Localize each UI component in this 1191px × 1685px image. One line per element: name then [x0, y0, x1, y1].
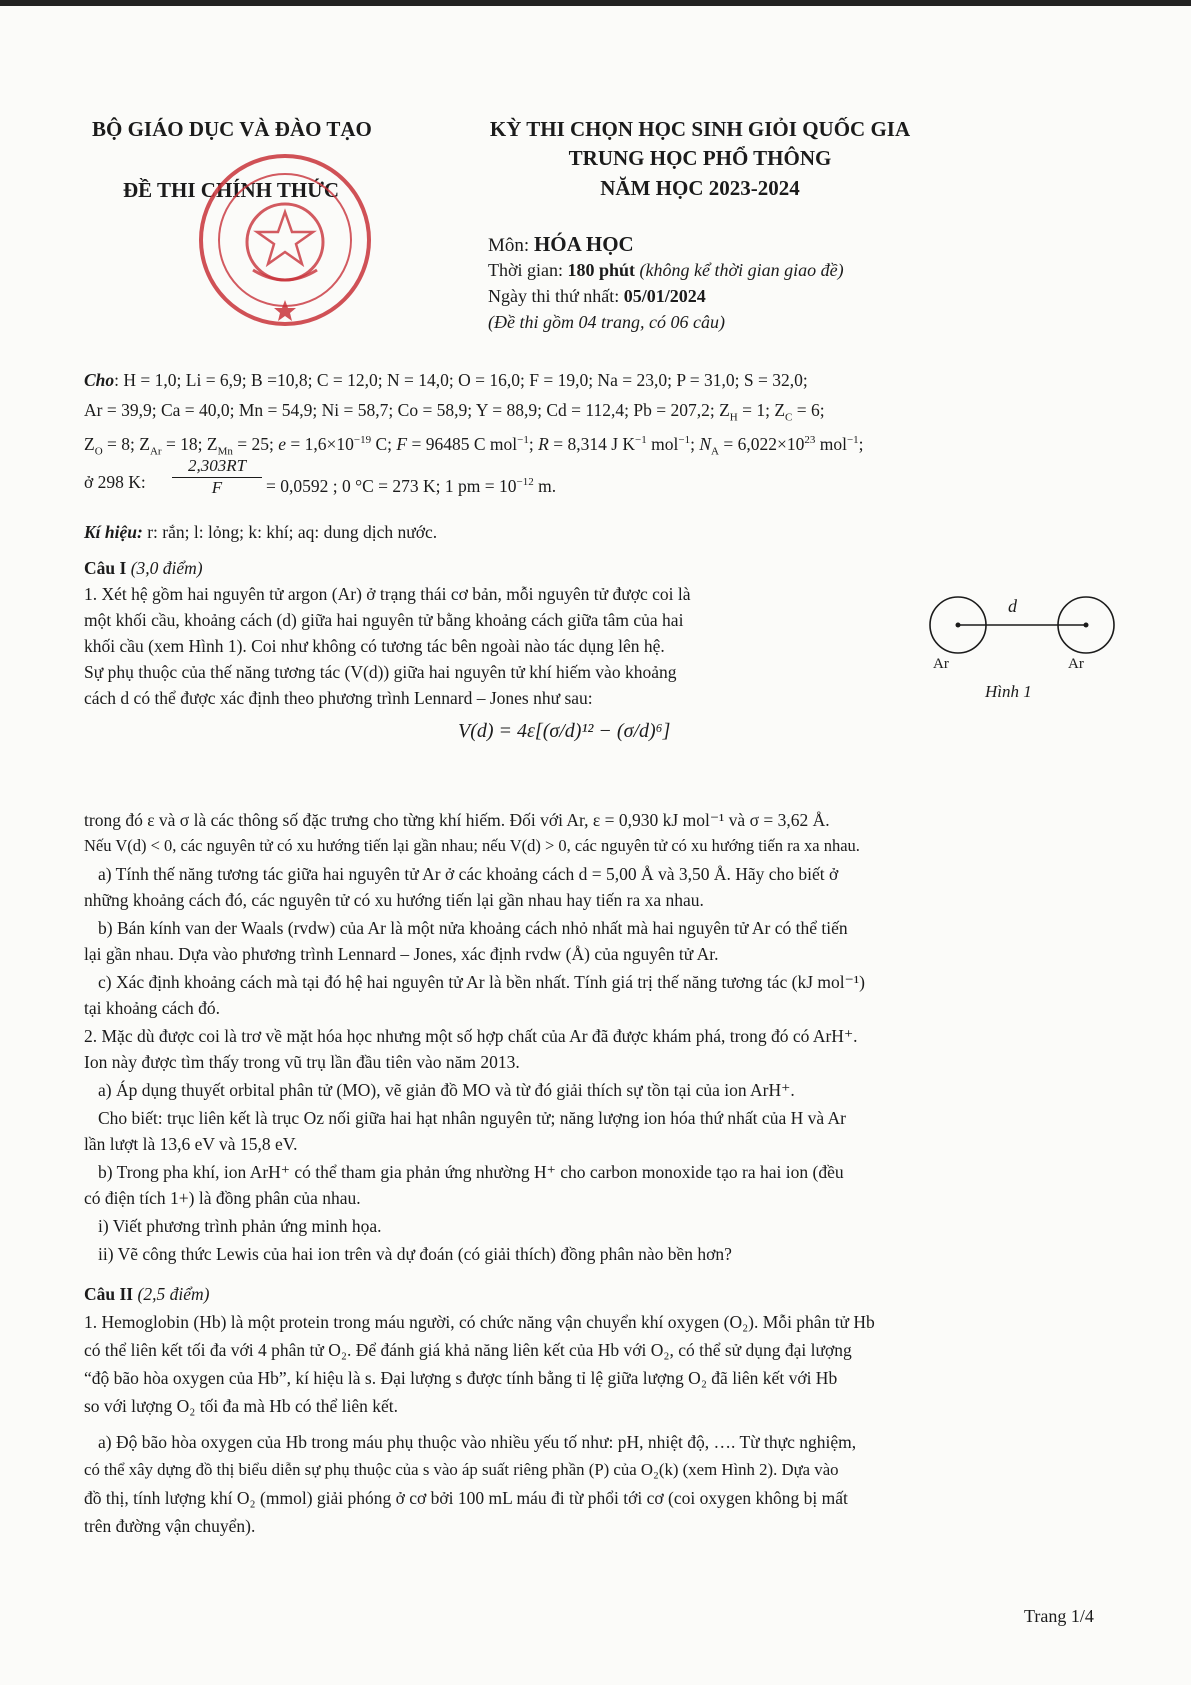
q2-a-line2: có thể xây dựng đồ thị biểu diễn sự phụ thuộc của s vào áp suất riêng phần (P) của O₂(k) (xem Hình 2). Dựa vào [84, 1460, 839, 1479]
figure-1-ar-left: Ar [933, 656, 949, 672]
figure-1-caption: Hình 1 [985, 682, 1032, 701]
scan-border [0, 0, 1191, 6]
q1-2b-ii: ii) Vẽ công thức Lewis của hai ion trên và dự đoán (có giải thích) đồng phân nào bền hơn? [98, 1244, 732, 1264]
q1-2b-i: i) Viết phương trình phản ứng minh họa. [98, 1216, 382, 1236]
q1-p2-line1: trong đó ε và σ là các thông số đặc trưng cho từng khí hiếm. Đối với Ar, ε = 0,930 kJ mol⁻¹ và σ = 3,62 Å. [84, 810, 830, 830]
official-label: ĐỀ THI CHÍNH THỨC [123, 178, 340, 202]
q1-p1-line5: cách d có thể được xác định theo phương trình Lennard – Jones như sau: [84, 688, 593, 708]
given-label: Cho [84, 370, 115, 390]
q2-line2: có thể liên kết tối đa với 4 phân tử O₂. Để đánh giá khả năng liên kết của Hb với O₂, có thể sử dụng đại lượng [84, 1340, 852, 1360]
time-note: (không kể thời gian giao đề) [639, 260, 844, 280]
q1-p1-line3: khối cầu (xem Hình 1). Coi như không có tương tác bên ngoài nào tác dụng lên hệ. [84, 636, 665, 656]
pages-note: (Đề thi gồm 04 trang, có 06 câu) [488, 312, 725, 332]
q1-c-line2: tại khoảng cách đó. [84, 998, 221, 1018]
ministry-name: BỘ GIÁO DỤC VÀ ĐÀO TẠO [92, 117, 372, 141]
q2-heading [84, 1282, 209, 1306]
q1-2b-line1: b) Trong pha khí, ion ArH⁺ có thể tham gia phản ứng nhường H⁺ cho carbon monoxide tạo ra hai ion (đều [98, 1162, 844, 1182]
q1-a-line2: những khoảng cách đó, các nguyên tử có xu hướng tiến lại gần nhau hay tiến ra xa nhau. [84, 890, 704, 910]
q1-p1-line2: một khối cầu, khoảng cách (d) giữa hai nguyên tử bằng khoảng cách giữa tâm của hai [84, 610, 684, 630]
date-label: Ngày thi thứ nhất: [488, 286, 620, 306]
given-text2: Ar = 39,9; Ca = 40,0; Mn = 54,9; Ni = 58,7; Co = 58,9; Y = 88,9; Cd = 112,4; Pb = 207,2; Z [84, 400, 730, 420]
exam-title-line2: TRUNG HỌC PHỔ THÔNG [568, 146, 832, 170]
given-line2: Ar = 39,9; Ca = 40,0; Mn = 54,9; Ni = 58,7; Co = 58,9; Y = 88,9; Cd = 112,4; Pb = 207,2; $Z_H = 1$; $Z_C = 6$; [84, 400, 825, 424]
symbols-text: r: rắn; l: lỏng; k: khí; aq: dung dịch nước. [142, 522, 438, 542]
q1-p1-line1: 1. Xét hệ gồm hai nguyên tử argon (Ar) ở trạng thái cơ bản, mỗi nguyên tử được coi là [84, 584, 691, 604]
official-seal-stamp [195, 150, 375, 330]
q1-title: Câu I [84, 558, 127, 578]
given-text4: = 0,0592 ; 0 °C = 273 K; 1 pm = 10 [266, 475, 517, 496]
q1-b-line1: b) Bán kính van der Waals (rvdw) của Ar là một nửa khoảng cách nhỏ nhất mà hai nguyên tử Ar có thể tiến [98, 918, 848, 938]
q1-2a-line1: a) Áp dụng thuyết orbital phân tử (MO), vẽ giản đồ MO và từ đó giải thích sự tồn tại của ion ArH⁺. [98, 1080, 795, 1100]
q1-2a-line2: Cho biết: trục liên kết là trục Oz nối giữa hai hạt nhân nguyên tử; năng lượng ion hóa thứ nhất của H và Ar [98, 1108, 846, 1128]
q2-line4: so với lượng O₂ tối đa mà Hb có thể liên kết. [84, 1396, 399, 1416]
time-label: Thời gian: [488, 260, 564, 280]
symbols-line [84, 520, 437, 544]
subject-label: Môn: [488, 235, 530, 256]
q2-a-line1: a) Độ bão hòa oxygen của Hb trong máu phụ thuộc vào nhiều yếu tố như: pH, nhiệt độ, …. Từ thực nghiệm, [98, 1432, 857, 1452]
q1-c-line1: c) Xác định khoảng cách mà tại đó hệ hai nguyên tử Ar là bền nhất. Tính giá trị thế năng tương tác (kJ mol⁻¹) [98, 972, 865, 992]
time-line [488, 258, 844, 282]
given-text1: : H = 1,0; Li = 6,9; B =10,8; C = 12,0; N = 14,0; O = 16,0; F = 19,0; Na = 23,0; P = 31,0; S = 32,0; [114, 370, 808, 390]
date-value: 05/01/2024 [623, 286, 706, 306]
q2-line3: “độ bão hòa oxygen của Hb”, kí hiệu là s. Đại lượng s được tính bằng tỉ lệ giữa lượng O₂ đã liên kết với Hb [84, 1368, 838, 1388]
q2-a-line3: đồ thị, tính lượng khí O₂ (mmol) giải phóng ở cơ bởi 100 mL máu đi từ phổi tới cơ (coi oxygen không bị mất [84, 1488, 848, 1508]
q2-a-line4: trên đường vận chuyển). [84, 1516, 256, 1536]
symbols-label: Kí hiệu: [84, 522, 143, 542]
q2-line1: 1. Hemoglobin (Hb) là một protein trong máu người, có chức năng vận chuyển khí oxygen (O₂). Mỗi phân tử Hb [84, 1312, 875, 1332]
page-number: Trang 1/4 [1024, 1606, 1094, 1626]
subject-line [488, 232, 634, 258]
subject-value: HÓA HỌC [533, 232, 634, 256]
date-line [488, 284, 706, 308]
given-line4-rest: = 0,0592 ; 0 °C = 273 K; 1 pm = $10^{-12}$ m. [266, 475, 557, 496]
exam-year: NĂM HỌC 2023-2024 [600, 176, 800, 200]
q1-a-line1: a) Tính thế năng tương tác giữa hai nguyên tử Ar ở các khoảng cách d = 5,00 Å và 3,50 Å. Hãy cho biết ở [98, 864, 839, 884]
q1-points: (3,0 điểm) [130, 558, 203, 578]
fraction-denominator: F [211, 478, 223, 497]
q2-points: (2,5 điểm) [137, 1284, 210, 1304]
fraction-numerator: 2,303RT [172, 456, 262, 478]
given-text4-end: m. [533, 475, 557, 496]
q1-2a-line3: lần lượt là 13,6 eV và 15,8 eV. [84, 1134, 298, 1154]
fraction [172, 456, 262, 498]
q1-p1-line4: Sự phụ thuộc của thế năng tương tác (V(d)) giữa hai nguyên tử khí hiếm vào khoảng [84, 662, 677, 682]
given-line3: $Z_O = 8$; $Z_{Ar} = 18$; $Z_{Mn} = 25$; $e = 1,6\times 10^{-19}$ C; F = 96485 C mol$^{-1}$; R = 8,314 J $K^{-1}$ mol$^{-1}$; $N_A = 6,022\times 10^{23}$ mol$^{-1}$; [84, 433, 864, 458]
given-298k: ở 298 K: [84, 472, 146, 492]
q1-p2-line2: Nếu V(d) < 0, các nguyên tử có xu hướng tiến lại gần nhau; nếu V(d) > 0, các nguyên tử có xu hướng tiến ra xa nhau. [84, 836, 860, 855]
figure-1-d-label: d [1008, 596, 1017, 616]
q1-heading [84, 556, 203, 580]
q1-b-line2: lại gần nhau. Dựa vào phương trình Lennard – Jones, xác định rvdw (Å) của nguyên tử Ar. [84, 944, 719, 964]
q1-2-line1: 2. Mặc dù được coi là trơ về mặt hóa học nhưng một số hợp chất của Ar đã được khám phá, trong đó có ArH⁺. [84, 1026, 858, 1046]
exam-title-line1: KỲ THI CHỌN HỌC SINH GIỎI QUỐC GIA [489, 117, 911, 141]
q2-title: Câu II [84, 1284, 134, 1304]
time-value: 180 phút [567, 260, 636, 280]
given-line1 [84, 368, 808, 392]
given-text3: Z [84, 433, 95, 454]
q1-2-line2: Ion này được tìm thấy trong vũ trụ lần đầu tiên vào năm 2013. [84, 1052, 520, 1072]
q1-2b-line2: có điện tích 1+) là đồng phân của nhau. [84, 1188, 361, 1208]
lennard-jones-formula: V(d) = 4ε[(σ/d)¹² − (σ/d)⁶] [458, 720, 671, 742]
figure-1-ar-right: Ar [1068, 656, 1084, 672]
given-line4 [84, 470, 146, 494]
